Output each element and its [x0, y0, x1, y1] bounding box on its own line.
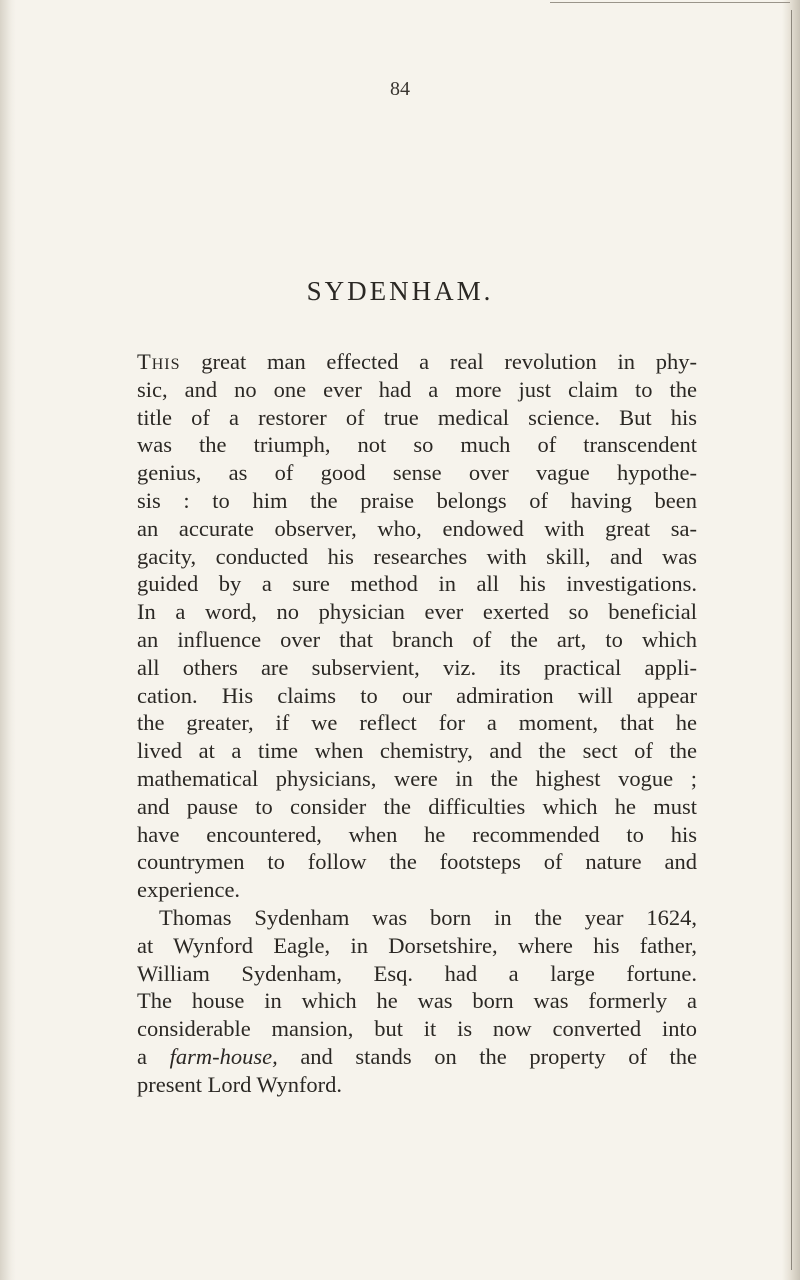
text-line: genius, as of good sense over vague hypothe-: [137, 460, 697, 486]
chapter-title: SYDENHAM.: [306, 276, 494, 306]
text-line: The house in which he was born was formerly a: [137, 988, 697, 1014]
italic-term: farm-house,: [169, 1043, 278, 1069]
drop-word: This: [137, 349, 181, 374]
paragraph-1: [137, 348, 697, 904]
text-line: all others are subservient, viz. its practical appli-: [137, 654, 697, 680]
text-line: countrymen to follow the footsteps of nature and: [137, 849, 697, 875]
body-text: [137, 348, 697, 1099]
text-line: guided by a sure method in all his investigations.: [137, 571, 697, 597]
text-line: present Lord Wynford.: [137, 1071, 343, 1097]
text-line: have encountered, when he recommended to his: [137, 821, 697, 847]
text-line: sic, and no one ever had a more just claim to the: [137, 376, 697, 402]
text-line: [137, 1043, 697, 1071]
text-line: lived at a time when chemistry, and the sect of the: [137, 738, 697, 764]
text-line: cation. His claims to our admiration will appear: [137, 682, 697, 708]
text-line: considerable mansion, but it is now converted into: [137, 1016, 697, 1042]
text-line: William Sydenham, Esq. had a large fortune.: [137, 960, 697, 986]
line-text: and stands on the property of the: [300, 1043, 698, 1069]
line-text: a: [137, 1043, 147, 1069]
page-left-edge: [0, 0, 16, 1280]
text-line: an accurate observer, who, endowed with great sa-: [137, 515, 697, 541]
text-line: was the triumph, not so much of transcendent: [137, 432, 697, 458]
text-line: In a word, no physician ever exerted so beneficial: [137, 599, 697, 625]
text-line: an influence over that branch of the art, to which: [137, 626, 697, 652]
page-number: 84: [390, 78, 410, 100]
text-line: at Wynford Eagle, in Dorsetshire, where his father,: [137, 932, 697, 958]
text-line: experience.: [137, 877, 241, 903]
page-top-rule: [550, 2, 790, 3]
text-line: [137, 348, 697, 376]
page-edge-rule: [791, 10, 792, 1270]
text-line: sis : to him the praise belongs of having been: [137, 487, 697, 513]
line-text: great man effected a real revolution in phy-: [201, 349, 697, 374]
text-line: the greater, if we reflect for a moment, that he: [137, 710, 697, 736]
text-line: gacity, conducted his researches with skill, and was: [137, 543, 697, 569]
text-line: and pause to consider the difficulties which he must: [137, 793, 697, 819]
text-line: title of a restorer of true medical science. But his: [137, 404, 697, 430]
paragraph-2: [137, 904, 697, 1099]
text-line: Thomas Sydenham was born in the year 1624,: [159, 904, 697, 930]
text-line: mathematical physicians, were in the highest vogue ;: [137, 765, 697, 791]
